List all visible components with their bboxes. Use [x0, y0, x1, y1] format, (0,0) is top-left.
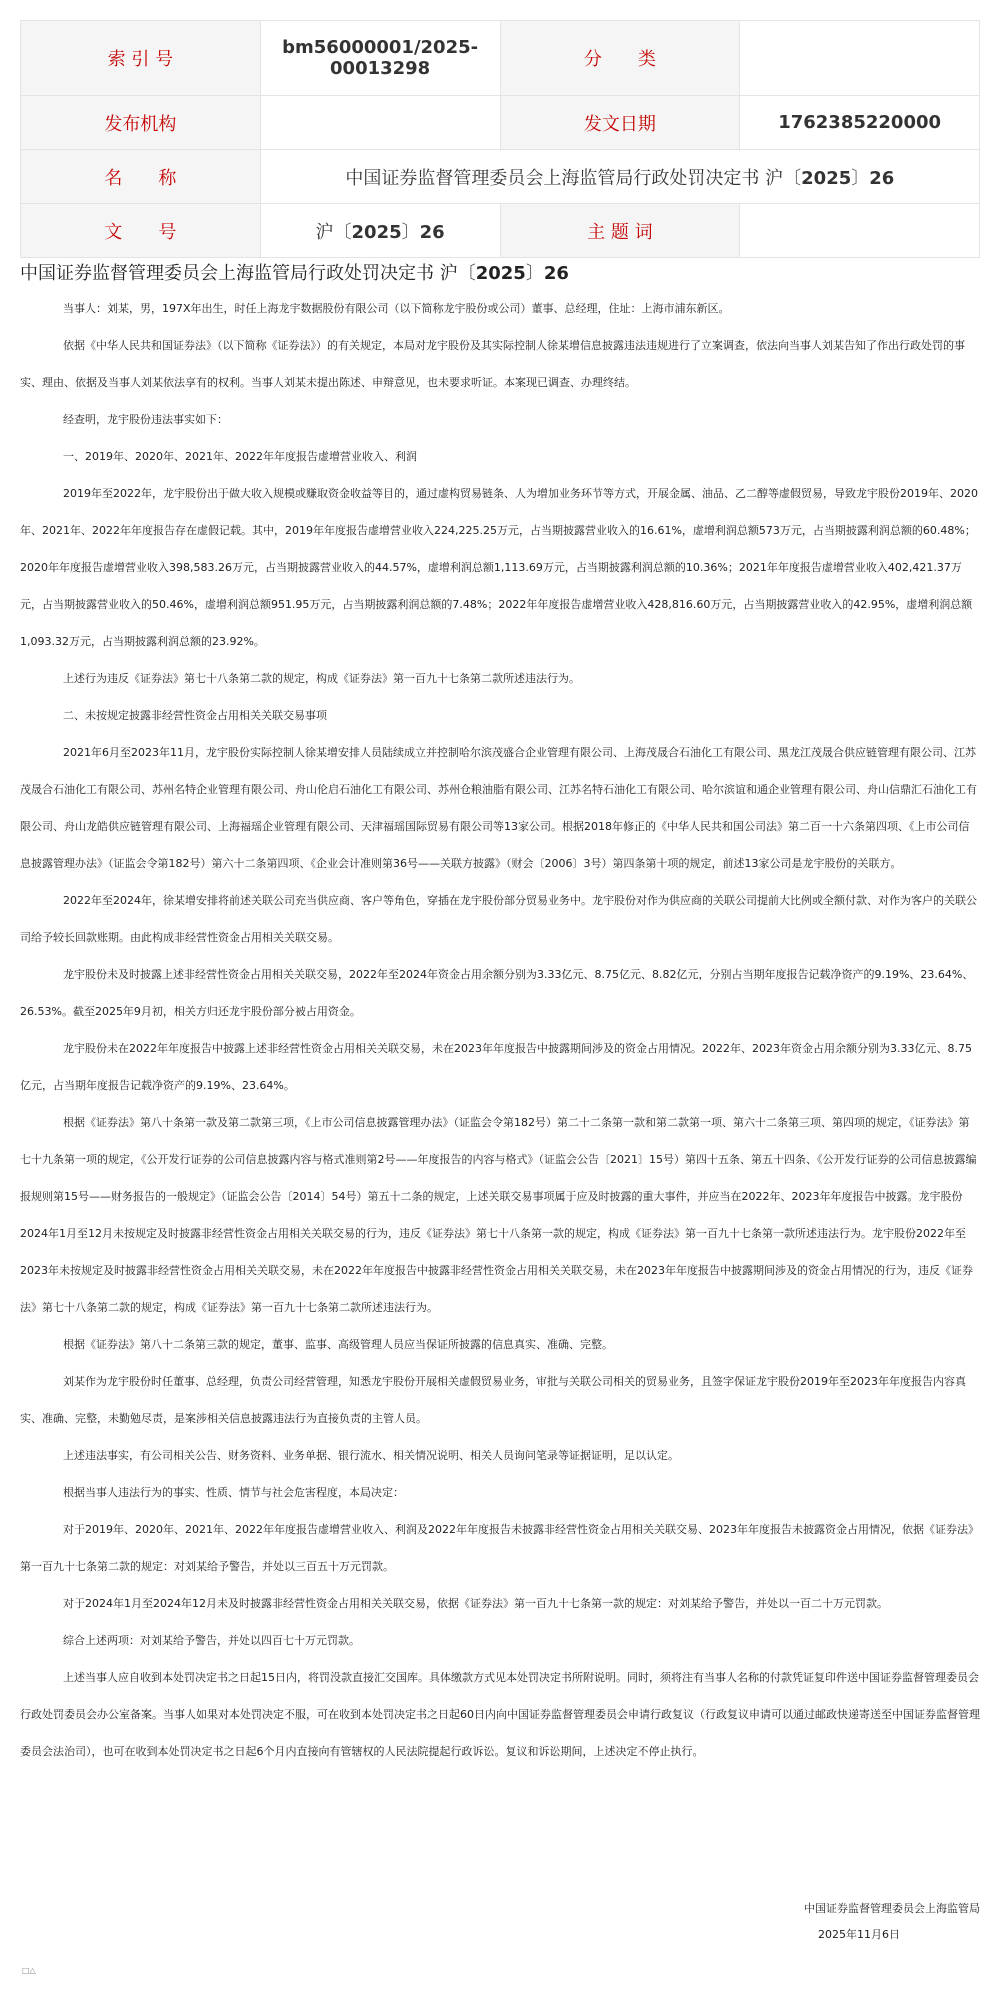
- title-year: 2025: [475, 263, 526, 284]
- docno-num: 26: [419, 221, 445, 243]
- docno-prefix: 沪〔: [315, 221, 352, 243]
- paragraph-party: 当事人：刘某，男，197X年出生，时任上海龙宇数据股份有限公司（以下简称龙宇股份或公司）董事、总经理，住址：上海市浦东新区。: [63, 302, 730, 315]
- paragraph-fund-occupation: 龙宇股份未及时披露上述非经营性资金占用相关关联交易，2022年至2024年资金占用余额分别为3.33亿元、8.75亿元、8.82亿元，分别占当期年度报告记载净资产的9.19%、23.64%、26.53%。截至2025年9月初，相关方归还龙宇股份部分被占用资金。: [20, 968, 974, 1018]
- publisher-label: 发布机构: [21, 96, 261, 150]
- paragraph-violation-1: 上述行为违反《证券法》第七十八条第二款的规定，构成《证券法》第一百九十七条第二款所述违法行为。: [63, 672, 580, 685]
- paragraph-investigation: 依据《中华人民共和国证券法》（以下简称《证券法》）的有关规定，本局对龙宇股份及其实际控制人徐某增信息披露违法违规进行了立案调查，依法向当事人刘某告知了作出行政处罚的事实、理由、依据及当事人刘某依法享有的权利。当事人刘某未提出陈述、申辩意见，也未要求听证。本案现已调查、办理终结。: [20, 339, 965, 389]
- document-metadata-table: [20, 20, 980, 258]
- paragraph-annual-report: 龙宇股份未在2022年年度报告中披露上述非经营性资金占用相关关联交易，未在2023年年度报告中披露期间涉及的资金占用情况。2022年、2023年资金占用余额分别为3.33亿元、8.75亿元，占当期年度报告记载净资产的9.19%、23.64%。: [20, 1042, 972, 1092]
- docno-mid: 〕: [401, 221, 420, 243]
- document-body: [20, 290, 980, 1770]
- document-number-value: [260, 204, 500, 258]
- section-heading-2: 二、未按规定披露非经营性资金占用相关关联交易事项: [63, 709, 327, 722]
- signature-organization: 中国证券监督管理委员会上海监管局: [804, 1902, 980, 1915]
- paragraph-payment-appeal: 上述当事人应自收到本处罚决定书之日起15日内，将罚没款直接汇交国库。具体缴款方式见本处罚决定书所附说明。同时，须将注有当事人名称的付款凭证复印件送中国证券监督管理委员会行政处罚委员会办公室备案。当事人如果对本处罚决定不服，可在收到本处罚决定书之日起60日内向中国证券监督管理委员会申请行政复议（行政复议申请可以通过邮政快递寄送至中国证券监督管理委员会法治司），也可在收到本处罚决定书之日起6个月内直接向有管辖权的人民法院提起行政诉讼。复议和诉讼期间，上述决定不停止执行。: [20, 1671, 980, 1758]
- paragraph-related-trade: 2022年至2024年，徐某增安排将前述关联公司充当供应商、客户等角色，穿插在龙宇股份部分贸易业务中。龙宇股份对作为供应商的关联公司提前大比例或全额付款、对作为客户的关联公司给予较长回款账期。由此构成非经营性资金占用相关关联交易。: [20, 894, 977, 944]
- paragraph-penalty-2: 对于2024年1月至2024年12月未及时披露非经营性资金占用相关关联交易，依据《证券法》第一百九十七条第一款的规定：对刘某给予警告，并处以一百二十万元罚款。: [63, 1597, 888, 1610]
- publisher-value: [260, 96, 500, 150]
- name-value-mid: 〕: [851, 167, 870, 189]
- document-title: [20, 259, 569, 285]
- category-value: [740, 21, 980, 96]
- title-prefix: 中国证券监督管理委员会上海监管局行政处罚决定书 沪〔: [20, 263, 476, 284]
- name-value-prefix: 中国证券监督管理委员会上海监管局行政处罚决定书 沪〔: [345, 167, 802, 189]
- paragraph-penalty-1: 对于2019年、2020年、2021年、2022年年度报告虚增营业收入、利润及2022年年度报告未披露非经营性资金占用相关关联交易、2023年年度报告未披露资金占用情况，依据《证券法》第一百九十七条第二款的规定：对刘某给予警告，并处以三百五十万元罚款。: [20, 1523, 979, 1573]
- title-num: 26: [543, 263, 569, 284]
- paragraph-director-duty: 根据《证券法》第八十二条第三款的规定，董事、监事、高级管理人员应当保证所披露的信息真实、准确、完整。: [63, 1338, 613, 1351]
- name-value: [260, 150, 979, 204]
- keyword-label: 主 题 词: [500, 204, 740, 258]
- title-mid: 〕: [525, 263, 544, 284]
- name-label: 名 称: [21, 150, 261, 204]
- paragraph-false-revenue: 2019年至2022年，龙宇股份出于做大收入规模或赚取资金收益等目的，通过虚构贸易链条、人为增加业务环节等方式，开展金属、油品、乙二醇等虚假贸易，导致龙宇股份2019年、2020年、2021年、2022年年度报告存在虚假记载。其中，2019年年度报告虚增营业收入224,225.25万元，占当期披露营业收入的16.61%，虚增利润总额573万元，占当期披露利润总额的60.48%；2020年年度报告虚增营业收入398,583.26万元，占当期披露营业收入的44.57%，虚增利润总额1,113.69万元，占当期披露利润总额的10.36%；2021年年度报告虚增营业收入402,421.37万元，占当期披露营业收入的50.46%，虚增利润总额951.95万元，占当期披露利润总额的7.48%；2022年年度报告虚增营业收入428,816.60万元，占当期披露营业收入的42.95%，虚增利润总额1,093.32万元，占当期披露利润总额的23.92%。: [20, 487, 978, 648]
- name-value-year: 2025: [801, 167, 852, 189]
- paragraph-penalty-total: 综合上述两项：对刘某给予警告，并处以四百七十万元罚款。: [63, 1634, 360, 1647]
- issue-date-label: 发文日期: [500, 96, 740, 150]
- section-heading-1: 一、2019年、2020年、2021年、2022年年度报告虚增营业收入、利润: [63, 450, 417, 463]
- paragraph-responsibility: 刘某作为龙宇股份时任董事、总经理，负责公司经营管理，知悉龙宇股份开展相关虚假贸易业务，审批与关联公司相关的贸易业务，且签字保证龙宇股份2019年至2023年年度报告内容真实、准确、完整，未勤勉尽责，是案涉相关信息披露违法行为直接负责的主管人员。: [20, 1375, 966, 1425]
- signature-date: 2025年11月6日: [818, 1928, 900, 1941]
- issue-date-value: 1762385220000: [740, 96, 980, 150]
- paragraph-facts-intro: 经查明，龙宇股份违法事实如下：: [63, 413, 228, 426]
- name-value-num: 26: [869, 167, 895, 189]
- paragraph-evidence: 上述违法事实，有公司相关公告、财务资料、业务单据、银行流水、相关情况说明、相关人员询问笔录等证据证明，足以认定。: [63, 1449, 679, 1462]
- index-label: 索 引 号: [21, 21, 261, 96]
- keyword-value: [740, 204, 980, 258]
- paragraph-legal-basis: 根据《证券法》第八十条第一款及第二款第三项，《上市公司信息披露管理办法》（证监会令第182号）第二十二条第一款和第二款第一项、第六十二条第三项、第四项的规定，《证券法》第七十九条第一项的规定，《公开发行证券的公司信息披露内容与格式准则第2号——年度报告的内容与格式》（证监会公告〔2021〕15号）第四十五条、第五十四条、《公开发行证券的公司信息披露编报规则第15号——财务报告的一般规定》（证监会公告〔2014〕54号）第五十二条的规定，上述关联交易事项属于应及时披露的重大事件，并应当在2022年、2023年年度报告中披露。龙宇股份2024年1月至12月未按规定及时披露非经营性资金占用相关关联交易的行为，违反《证券法》第七十八条第一款的规定，构成《证券法》第一百九十七条第一款所述违法行为。龙宇股份2022年至2023年未按规定及时披露非经营性资金占用相关关联交易，未在2022年年度报告中披露非经营性资金占用相关关联交易，未在2023年年度报告中披露期间涉及的资金占用情况的行为，违反《证券法》第七十八条第二款的规定，构成《证券法》第一百九十七条第二款所述违法行为。: [20, 1116, 977, 1314]
- footer-mark: □△: [22, 1966, 36, 1975]
- paragraph-related-companies: 2021年6月至2023年11月，龙宇股份实际控制人徐某增安排人员陆续成立并控制哈尔滨茂盛合企业管理有限公司、上海茂晟合石油化工有限公司、黑龙江茂晟合供应链管理有限公司、江苏茂晟合石油化工有限公司、苏州名特企业管理有限公司、舟山伦启石油化工有限公司、苏州仓粮油脂有限公司、江苏名特石油化工有限公司、哈尔滨谊和通企业管理有限公司、舟山信鼎汇石油化工有限公司、舟山龙皓供应链管理有限公司、上海福瑶企业管理有限公司、天津福瑶国际贸易有限公司等13家公司。根据2018年修正的《中华人民共和国公司法》第二百一十六条第四项、《上市公司信息披露管理办法》（证监会令第182号）第六十二条第四项、《企业会计准则第36号——关联方披露》（财会〔2006〕3号）第四条第十项的规定，前述13家公司是龙宇股份的关联方。: [20, 746, 977, 870]
- docno-year: 2025: [351, 221, 402, 243]
- index-value: bm56000001/2025-00013298: [260, 21, 500, 96]
- document-number-label: 文 号: [21, 204, 261, 258]
- paragraph-decision-intro: 根据当事人违法行为的事实、性质、情节与社会危害程度，本局决定：: [63, 1486, 404, 1499]
- category-label: 分 类: [500, 21, 740, 96]
